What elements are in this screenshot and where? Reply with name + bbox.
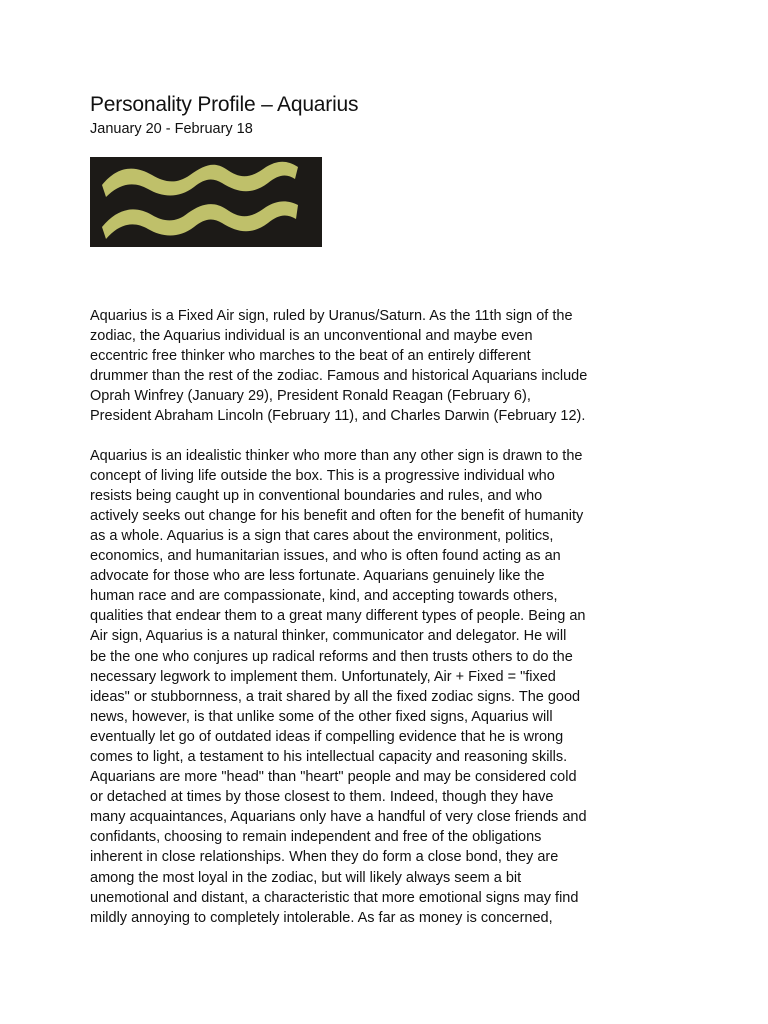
text-line: President Abraham Lincoln (February 11), and Charles Darwin (February 12). (90, 408, 586, 425)
paragraph-intro (90, 306, 685, 427)
text-line: concept of living life outside the box. This is a progressive individual who (90, 467, 555, 484)
text-line: comes to light, a testament to his intellectual capacity and reasoning skills. (90, 748, 568, 765)
text-line: mildly annoying to completely intolerable. As far as money is concerned, (90, 909, 553, 926)
text-line: qualities that endear them to a great many different types of people. Being an (90, 608, 586, 625)
text-line: Aquarius is an idealistic thinker who more than any other sign is drawn to the (90, 447, 583, 464)
text-line: actively seeks out change for his benefit and often for the benefit of humanity (90, 507, 584, 524)
text-line: drummer than the rest of the zodiac. Famous and historical Aquarians include (90, 368, 588, 385)
text-line: resists being caught up in conventional boundaries and rules, and who (90, 487, 543, 504)
text-line: Aquarius is a Fixed Air sign, ruled by Uranus/Saturn. As the 11th sign of the (90, 308, 573, 324)
text-line: human race and are compassionate, kind, and accepting towards others, (90, 588, 558, 605)
text-line: ideas" or stubbornness, a trait shared by all the fixed zodiac signs. The good (90, 688, 581, 705)
aquarius-glyph-icon (90, 157, 322, 247)
text-line: as a whole. Aquarius is a sign that cares about the environment, politics, (90, 527, 554, 544)
text-line: eccentric free thinker who marches to the beat of an entirely different (90, 348, 531, 365)
page-title: Personality Profile – Aquarius (90, 93, 359, 116)
text-line: news, however, is that unlike some of the other fixed signs, Aquarius will (90, 708, 553, 725)
text-line: Air sign, Aquarius is a natural thinker, communicator and delegator. He will (90, 628, 567, 645)
text-line: unemotional and distant, a characteristic that more emotional signs may find (90, 889, 579, 906)
text-line: economics, and humanitarian issues, and who is often found acting as an (90, 548, 561, 565)
text-line: among the most loyal in the zodiac, but will likely always seem a bit (90, 869, 522, 886)
text-line: confidants, choosing to remain independent and free of the obligations (90, 829, 542, 846)
text-line: eventually let go of outdated ideas if compelling evidence that he is wrong (90, 728, 564, 745)
text-line: inherent in close relationships. When they do form a close bond, they are (90, 849, 559, 866)
text-line: Aquarians are more "head" than "heart" people and may be considered cold (90, 769, 577, 786)
document-page (90, 92, 690, 926)
article-body (90, 306, 685, 947)
text-line: zodiac, the Aquarius individual is an unconventional and maybe even (90, 328, 533, 345)
text-line: Oprah Winfrey (January 29), President Ronald Reagan (February 6), (90, 388, 531, 405)
date-range: January 20 - February 18 (90, 121, 253, 137)
text-line: necessary legwork to implement them. Unfortunately, Air + Fixed = "fixed (90, 668, 556, 685)
text-line: many acquaintances, Aquarians only have a handful of very close friends and (90, 809, 587, 826)
text-line: be the one who conjures up radical reforms and then trusts others to do the (90, 648, 573, 665)
text-line: advocate for those who are less fortunate. Aquarians genuinely like the (90, 568, 545, 585)
text-line: or detached at times by those closest to them. Indeed, though they have (90, 789, 554, 806)
paragraph-personality (90, 446, 685, 928)
